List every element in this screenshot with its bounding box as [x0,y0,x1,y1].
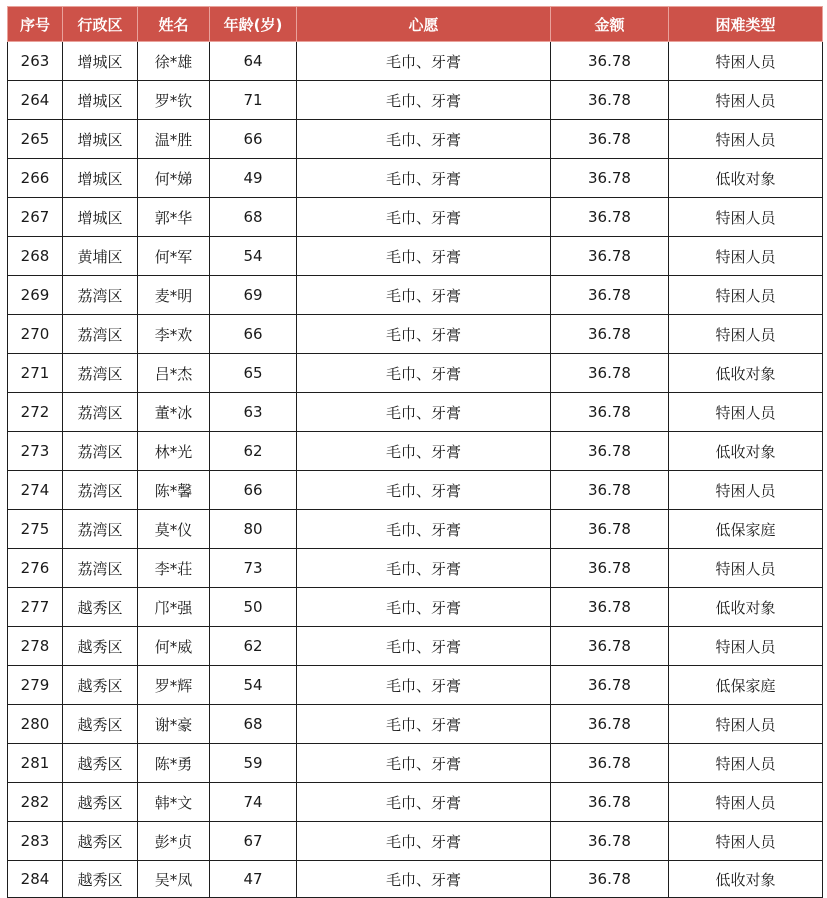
cell-type: 特困人员 [669,237,823,276]
table-row [8,588,823,627]
cell-type: 特困人员 [669,549,823,588]
cell-no: 266 [8,159,63,198]
cell-no: 268 [8,237,63,276]
header-amount: 金额 [551,7,669,42]
cell-district: 越秀区 [63,744,138,783]
table-row [8,627,823,666]
cell-district: 越秀区 [63,588,138,627]
cell-wish: 毛巾、牙膏 [297,627,551,666]
cell-name: 邝*强 [138,588,210,627]
cell-type: 特困人员 [669,276,823,315]
cell-amount: 36.78 [551,120,669,159]
cell-age: 47 [210,861,297,898]
cell-amount: 36.78 [551,861,669,898]
header-no: 序号 [8,7,63,42]
table-row [8,666,823,705]
cell-type: 特困人员 [669,627,823,666]
cell-wish: 毛巾、牙膏 [297,744,551,783]
cell-name: 何*娣 [138,159,210,198]
cell-district: 荔湾区 [63,432,138,471]
cell-no: 278 [8,627,63,666]
cell-district: 越秀区 [63,783,138,822]
cell-no: 270 [8,315,63,354]
cell-no: 277 [8,588,63,627]
cell-wish: 毛巾、牙膏 [297,783,551,822]
table-row [8,471,823,510]
cell-amount: 36.78 [551,666,669,705]
cell-age: 80 [210,510,297,549]
header-type: 困难类型 [669,7,823,42]
cell-type: 低收对象 [669,354,823,393]
table-row [8,510,823,549]
cell-amount: 36.78 [551,159,669,198]
table-row [8,744,823,783]
table-row [8,549,823,588]
cell-name: 林*光 [138,432,210,471]
cell-no: 273 [8,432,63,471]
cell-wish: 毛巾、牙膏 [297,198,551,237]
cell-district: 荔湾区 [63,276,138,315]
table-header [8,7,823,42]
cell-name: 吕*杰 [138,354,210,393]
cell-wish: 毛巾、牙膏 [297,354,551,393]
cell-amount: 36.78 [551,588,669,627]
cell-name: 何*威 [138,627,210,666]
table-row [8,861,823,898]
cell-wish: 毛巾、牙膏 [297,510,551,549]
cell-name: 罗*钦 [138,81,210,120]
cell-amount: 36.78 [551,42,669,81]
cell-name: 何*军 [138,237,210,276]
cell-no: 284 [8,861,63,898]
cell-wish: 毛巾、牙膏 [297,42,551,81]
cell-type: 特困人员 [669,81,823,120]
cell-type: 特困人员 [669,705,823,744]
cell-type: 低收对象 [669,432,823,471]
cell-amount: 36.78 [551,393,669,432]
cell-district: 越秀区 [63,666,138,705]
cell-no: 275 [8,510,63,549]
cell-district: 黄埔区 [63,237,138,276]
cell-age: 50 [210,588,297,627]
cell-name: 谢*豪 [138,705,210,744]
cell-type: 特困人员 [669,315,823,354]
cell-amount: 36.78 [551,81,669,120]
cell-wish: 毛巾、牙膏 [297,120,551,159]
cell-wish: 毛巾、牙膏 [297,276,551,315]
cell-wish: 毛巾、牙膏 [297,393,551,432]
cell-district: 荔湾区 [63,549,138,588]
cell-amount: 36.78 [551,549,669,588]
cell-wish: 毛巾、牙膏 [297,705,551,744]
cell-amount: 36.78 [551,627,669,666]
cell-district: 荔湾区 [63,393,138,432]
cell-age: 73 [210,549,297,588]
cell-age: 49 [210,159,297,198]
header-age: 年龄(岁) [210,7,297,42]
cell-amount: 36.78 [551,510,669,549]
cell-no: 281 [8,744,63,783]
cell-wish: 毛巾、牙膏 [297,666,551,705]
table-body [8,42,823,898]
header-name: 姓名 [138,7,210,42]
cell-amount: 36.78 [551,315,669,354]
cell-age: 66 [210,120,297,159]
cell-district: 荔湾区 [63,315,138,354]
header-wish: 心愿 [297,7,551,42]
cell-name: 李*欢 [138,315,210,354]
cell-wish: 毛巾、牙膏 [297,237,551,276]
cell-type: 低保家庭 [669,510,823,549]
cell-district: 增城区 [63,81,138,120]
cell-type: 低保家庭 [669,666,823,705]
cell-type: 低收对象 [669,588,823,627]
cell-wish: 毛巾、牙膏 [297,471,551,510]
cell-age: 74 [210,783,297,822]
cell-type: 特困人员 [669,393,823,432]
cell-no: 279 [8,666,63,705]
cell-wish: 毛巾、牙膏 [297,159,551,198]
table-row [8,822,823,861]
table-row [8,159,823,198]
table-row [8,783,823,822]
cell-wish: 毛巾、牙膏 [297,432,551,471]
cell-district: 荔湾区 [63,510,138,549]
cell-name: 郭*华 [138,198,210,237]
cell-wish: 毛巾、牙膏 [297,81,551,120]
cell-type: 低收对象 [669,861,823,898]
cell-type: 低收对象 [669,159,823,198]
cell-district: 荔湾区 [63,354,138,393]
cell-type: 特困人员 [669,198,823,237]
cell-no: 263 [8,42,63,81]
cell-no: 276 [8,549,63,588]
cell-district: 增城区 [63,42,138,81]
cell-amount: 36.78 [551,705,669,744]
cell-no: 283 [8,822,63,861]
header-district: 行政区 [63,7,138,42]
cell-age: 66 [210,315,297,354]
cell-wish: 毛巾、牙膏 [297,822,551,861]
cell-age: 67 [210,822,297,861]
cell-amount: 36.78 [551,198,669,237]
cell-wish: 毛巾、牙膏 [297,861,551,898]
table-row [8,393,823,432]
table-row [8,354,823,393]
cell-age: 62 [210,627,297,666]
cell-district: 增城区 [63,120,138,159]
cell-type: 特困人员 [669,471,823,510]
cell-name: 麦*明 [138,276,210,315]
cell-amount: 36.78 [551,237,669,276]
cell-no: 280 [8,705,63,744]
cell-age: 65 [210,354,297,393]
table-row [8,315,823,354]
cell-age: 66 [210,471,297,510]
cell-amount: 36.78 [551,432,669,471]
cell-name: 罗*辉 [138,666,210,705]
cell-no: 264 [8,81,63,120]
table-row [8,42,823,81]
cell-amount: 36.78 [551,822,669,861]
cell-amount: 36.78 [551,783,669,822]
cell-district: 越秀区 [63,627,138,666]
cell-amount: 36.78 [551,276,669,315]
cell-no: 269 [8,276,63,315]
cell-name: 彭*贞 [138,822,210,861]
table-row [8,276,823,315]
cell-age: 68 [210,198,297,237]
table-row [8,432,823,471]
cell-district: 越秀区 [63,861,138,898]
cell-no: 272 [8,393,63,432]
cell-age: 54 [210,237,297,276]
table-row [8,198,823,237]
cell-amount: 36.78 [551,354,669,393]
table-row [8,705,823,744]
cell-district: 荔湾区 [63,471,138,510]
cell-district: 越秀区 [63,705,138,744]
header-row [8,7,823,42]
cell-amount: 36.78 [551,744,669,783]
cell-wish: 毛巾、牙膏 [297,315,551,354]
cell-name: 温*胜 [138,120,210,159]
cell-age: 54 [210,666,297,705]
cell-type: 特困人员 [669,42,823,81]
table-row [8,120,823,159]
cell-name: 莫*仪 [138,510,210,549]
cell-wish: 毛巾、牙膏 [297,549,551,588]
cell-district: 增城区 [63,198,138,237]
cell-age: 68 [210,705,297,744]
cell-no: 274 [8,471,63,510]
cell-type: 特困人员 [669,744,823,783]
cell-name: 陈*勇 [138,744,210,783]
cell-no: 265 [8,120,63,159]
cell-name: 陈*馨 [138,471,210,510]
cell-amount: 36.78 [551,471,669,510]
cell-age: 59 [210,744,297,783]
cell-no: 282 [8,783,63,822]
wish-list-sheet [7,6,822,898]
cell-no: 267 [8,198,63,237]
cell-name: 董*冰 [138,393,210,432]
cell-name: 李*荘 [138,549,210,588]
cell-age: 63 [210,393,297,432]
cell-age: 62 [210,432,297,471]
table-row [8,81,823,120]
cell-name: 韩*文 [138,783,210,822]
cell-age: 64 [210,42,297,81]
cell-name: 徐*雄 [138,42,210,81]
cell-age: 71 [210,81,297,120]
cell-type: 特困人员 [669,783,823,822]
cell-no: 271 [8,354,63,393]
cell-district: 增城区 [63,159,138,198]
wish-list-table [7,6,823,898]
table-row [8,237,823,276]
cell-age: 69 [210,276,297,315]
cell-name: 吴*凤 [138,861,210,898]
cell-type: 特困人员 [669,822,823,861]
cell-wish: 毛巾、牙膏 [297,588,551,627]
cell-type: 特困人员 [669,120,823,159]
cell-district: 越秀区 [63,822,138,861]
